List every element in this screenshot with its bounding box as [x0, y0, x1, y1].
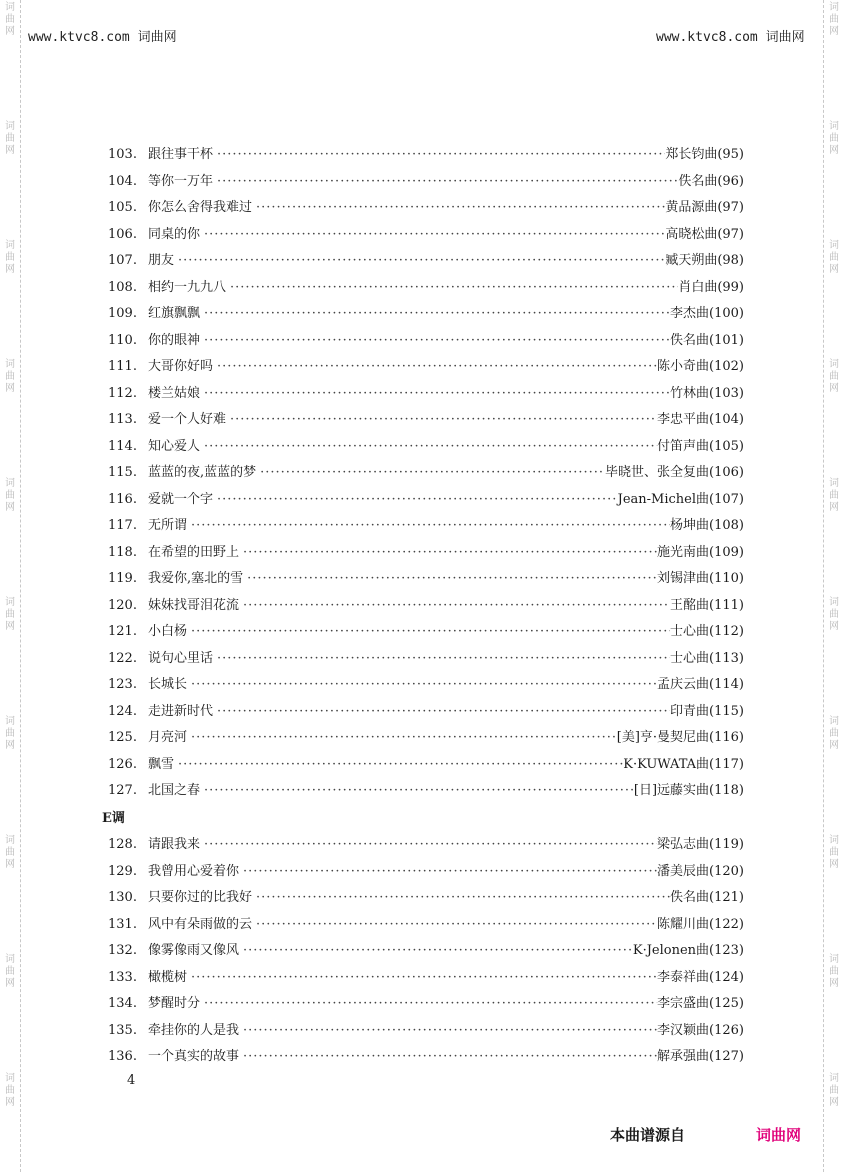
- watermark-block: [3, 359, 17, 395]
- dot-leader: [239, 943, 633, 958]
- toc-entry-composer: 刘锡津曲(110): [657, 571, 744, 586]
- watermark-char: 网: [829, 26, 839, 37]
- toc-entry-composer: K·KUWATA曲(117): [623, 756, 744, 772]
- toc-entry-title: 朋友: [148, 253, 175, 268]
- watermark-block: [827, 478, 841, 514]
- toc-entry-number: 125.: [108, 730, 137, 745]
- dot-leader: [187, 970, 657, 985]
- toc-entry: [108, 355, 744, 375]
- dot-leader: [200, 783, 634, 798]
- toc-entry-composer: 解承强曲(127): [657, 1049, 744, 1064]
- toc-entry-title: 长城长: [148, 677, 188, 692]
- toc-entry-composer: [日]远藤实曲(118): [633, 783, 744, 798]
- toc-entry-composer: 士心曲(113): [670, 650, 744, 666]
- watermark-char: 词: [5, 954, 15, 965]
- watermark-block: [3, 240, 17, 276]
- toc-entry: [108, 541, 744, 561]
- toc-entry-title: 请跟我来: [148, 837, 201, 852]
- toc-entry: [108, 939, 744, 959]
- watermark-char: 词: [829, 121, 839, 132]
- dot-leader: [200, 333, 670, 348]
- watermark-char: 曲: [829, 847, 839, 858]
- toc-entry-composer: 李泰祥曲(124): [657, 969, 744, 985]
- dot-leader: [239, 864, 657, 879]
- watermark-char: 词: [5, 2, 15, 13]
- toc-entry-number: 121.: [108, 624, 137, 639]
- toc-entry-title: 我曾用心爱着你: [148, 863, 240, 879]
- watermark-char: 曲: [829, 609, 839, 620]
- toc-entry-title: 像雾像雨又像风: [148, 943, 240, 958]
- watermark-char: 词: [5, 478, 15, 489]
- dot-leader: [252, 917, 657, 932]
- toc-entry-title: 楼兰姑娘: [148, 385, 201, 401]
- dot-leader: [243, 571, 657, 586]
- toc-entry-composer: [美]亨·曼契尼曲(116): [616, 730, 744, 745]
- watermark-block: [3, 597, 17, 633]
- toc-entry-title: 走进新时代: [148, 703, 214, 719]
- dot-leader: [213, 651, 670, 666]
- toc-entry: [108, 673, 744, 693]
- toc-entry-title: 北国之春: [148, 783, 201, 798]
- watermark-block: [827, 240, 841, 276]
- toc-entry-title: 知心爱人: [148, 438, 201, 454]
- toc-entry-title: 跟往事干杯: [148, 147, 214, 162]
- toc-entry-number: 122.: [108, 650, 137, 666]
- watermark-char: 曲: [5, 490, 15, 501]
- toc-entry-number: 124.: [108, 703, 137, 719]
- toc-entry: [108, 860, 744, 880]
- dot-leader: [200, 996, 657, 1011]
- toc-entry: [108, 382, 744, 402]
- toc-entry-title: 大哥你好吗: [148, 359, 214, 374]
- dot-leader: [200, 386, 670, 401]
- toc-entry-composer: 付笛声曲(105): [657, 438, 744, 454]
- dot-leader: [187, 624, 670, 639]
- toc-entry-composer: 士心曲(112): [670, 624, 744, 639]
- toc-entry-number: 131.: [108, 916, 137, 932]
- watermark-char: 词: [5, 597, 15, 608]
- toc-entry-composer: 潘美辰曲(120): [657, 863, 744, 879]
- toc-entry-title: 月亮河: [148, 730, 188, 745]
- watermark-char: 曲: [829, 371, 839, 382]
- toc-entry-composer: 梁弘志曲(119): [657, 837, 744, 852]
- toc-entry: [108, 1019, 744, 1039]
- toc-entry-composer: 孟庆云曲(114): [657, 677, 744, 692]
- watermark-char: 曲: [5, 14, 15, 25]
- dot-leader: [213, 359, 657, 374]
- watermark-char: 曲: [5, 728, 15, 739]
- toc-entry-number: 135.: [108, 1022, 137, 1038]
- toc-entry-number: 110.: [108, 332, 137, 348]
- dot-leader: [252, 890, 670, 905]
- toc-entry-composer: 王酩曲(111): [670, 597, 744, 613]
- watermark-char: 曲: [829, 490, 839, 501]
- toc-entry-composer: 印青曲(115): [670, 703, 744, 719]
- watermark-char: 网: [5, 502, 15, 513]
- toc-entry-composer: 佚名曲(96): [678, 173, 744, 189]
- toc-entry: [108, 567, 744, 587]
- toc-entry-number: 126.: [108, 756, 137, 772]
- dot-leader: [187, 677, 657, 692]
- toc-entry-title: 你怎么舍得我难过: [148, 200, 253, 215]
- toc-entry: [108, 833, 744, 853]
- toc-entry-title: 爱就一个字: [148, 491, 214, 507]
- toc-entry: [108, 276, 744, 296]
- toc-entry: [108, 170, 744, 190]
- watermark-char: 网: [5, 145, 15, 156]
- watermark-char: 网: [829, 621, 839, 632]
- toc-entry: [108, 329, 744, 349]
- watermark-block: [827, 597, 841, 633]
- watermark-char: 网: [5, 264, 15, 275]
- toc-entry-number: 130.: [108, 890, 137, 905]
- right-watermark-strip: [824, 0, 844, 1172]
- source-note: 本曲谱源自: [610, 1126, 686, 1144]
- watermark-char: 词: [829, 835, 839, 846]
- toc-entry-number: 104.: [108, 173, 137, 189]
- toc-entry-title: 同桌的你: [148, 226, 201, 242]
- toc-entry-number: 129.: [108, 863, 137, 879]
- toc-entry-title: 梦醒时分: [148, 996, 201, 1011]
- dot-leader: [174, 253, 665, 268]
- watermark-block: [827, 954, 841, 990]
- dot-leader: [256, 465, 605, 480]
- toc-entry-title: 在希望的田野上: [148, 544, 240, 560]
- toc-entry: [108, 992, 744, 1012]
- toc-entry-number: 127.: [108, 783, 137, 798]
- toc-entry: [108, 1045, 744, 1065]
- toc-entry: [108, 435, 744, 455]
- dot-leader: [239, 545, 657, 560]
- dot-leader: [239, 598, 670, 613]
- watermark-block: [827, 1073, 841, 1109]
- watermark-block: [3, 478, 17, 514]
- toc-entry: [108, 143, 744, 163]
- watermark-char: 词: [829, 2, 839, 13]
- toc-entry: [108, 408, 744, 428]
- toc-entry-composer: 黄品源曲(97): [665, 200, 744, 215]
- watermark-char: 词: [829, 716, 839, 727]
- toc-entry-title: 橄榄树: [148, 969, 188, 985]
- toc-entry-title: 说句心里话: [148, 650, 214, 666]
- toc-entry-title: 蓝蓝的夜,蓝蓝的梦: [148, 465, 257, 480]
- toc-entry-composer: 佚名曲(101): [670, 332, 744, 348]
- toc-entry-title: 等你一万年: [148, 173, 214, 189]
- watermark-char: 词: [829, 240, 839, 251]
- toc-entry-composer: 陈小奇曲(102): [657, 359, 744, 374]
- watermark-char: 词: [5, 240, 15, 251]
- toc-entry: [108, 913, 744, 933]
- toc-entry-title: 牵挂你的人是我: [148, 1022, 240, 1038]
- dot-leader: [213, 492, 618, 507]
- watermark-block: [827, 121, 841, 157]
- toc-entry-number: 107.: [108, 253, 137, 268]
- watermark-block: [827, 359, 841, 395]
- dot-leader: [226, 280, 678, 295]
- toc-entry-title: 相约一九九八: [148, 279, 227, 295]
- toc-entry: [108, 461, 744, 481]
- toc-entry: [108, 249, 744, 269]
- toc-entry-title: 风中有朵雨做的云: [148, 916, 253, 932]
- toc-entry: [108, 966, 744, 986]
- toc-entry-number: 108.: [108, 279, 137, 295]
- toc-entry-number: 103.: [108, 147, 137, 162]
- toc-entry-composer: 郑长钧曲(95): [665, 147, 744, 162]
- toc-entry-number: 132.: [108, 943, 137, 958]
- dot-leader: [187, 730, 617, 745]
- toc-entry-number: 114.: [108, 438, 137, 454]
- watermark-char: 网: [5, 383, 15, 394]
- toc-entry-number: 134.: [108, 996, 137, 1011]
- watermark-char: 曲: [5, 252, 15, 263]
- watermark-char: 词: [829, 478, 839, 489]
- watermark-char: 网: [5, 26, 15, 37]
- toc-entry-title: 你的眼神: [148, 332, 201, 348]
- toc-entry-number: 133.: [108, 969, 137, 985]
- watermark-block: [827, 716, 841, 752]
- watermark-char: 网: [829, 264, 839, 275]
- toc-entry: [108, 620, 744, 640]
- toc-entry: [108, 594, 744, 614]
- site-header-right: www.ktvc8.com 词曲网: [656, 30, 805, 45]
- toc-entry-composer: 佚名曲(121): [670, 890, 744, 905]
- toc-entry-number: 128.: [108, 837, 137, 852]
- toc-entry: [108, 753, 744, 773]
- toc-entry-composer: K·Jelonen曲(123): [632, 943, 744, 958]
- watermark-char: 词: [5, 1073, 15, 1084]
- watermark-block: [3, 1073, 17, 1109]
- toc-entry-composer: 高晓松曲(97): [665, 226, 744, 242]
- site-header-left: www.ktvc8.com 词曲网: [28, 30, 177, 45]
- watermark-block: [827, 2, 841, 38]
- watermark-char: 网: [829, 145, 839, 156]
- toc-entry-title: 我爱你,塞北的雪: [148, 571, 244, 586]
- watermark-char: 网: [5, 621, 15, 632]
- toc-entry-title: 红旗飘飘: [148, 306, 201, 321]
- toc-entry-number: 111.: [108, 359, 137, 374]
- toc-entry-composer: 施光南曲(109): [657, 544, 744, 560]
- left-watermark-strip: [0, 0, 20, 1172]
- toc-entry-title: 飘雪: [148, 756, 175, 772]
- toc-entry-title: 妹妹找哥泪花流: [148, 597, 240, 613]
- toc-entry-composer: 李忠平曲(104): [657, 412, 744, 427]
- toc-entry-number: 136.: [108, 1049, 137, 1064]
- dot-leader: [213, 174, 678, 189]
- toc-entry: [108, 488, 744, 508]
- watermark-char: 曲: [5, 371, 15, 382]
- watermark-block: [3, 835, 17, 871]
- toc-entry-title: 小白杨: [148, 624, 188, 639]
- watermark-char: 曲: [5, 1085, 15, 1096]
- toc-entry-number: 113.: [108, 412, 137, 427]
- watermark-char: 网: [829, 978, 839, 989]
- watermark-char: 网: [829, 740, 839, 751]
- toc-entry: [108, 514, 744, 534]
- dot-leader: [226, 412, 657, 427]
- source-brand: 词曲网: [756, 1126, 802, 1144]
- toc-entry-title: 一个真实的故事: [148, 1049, 240, 1064]
- watermark-char: 曲: [5, 133, 15, 144]
- watermark-char: 曲: [829, 252, 839, 263]
- watermark-char: 网: [829, 502, 839, 513]
- toc-entry: [108, 196, 744, 216]
- toc-entry: [108, 223, 744, 243]
- watermark-char: 词: [5, 835, 15, 846]
- watermark-char: 曲: [829, 133, 839, 144]
- watermark-block: [827, 835, 841, 871]
- dot-leader: [200, 227, 665, 242]
- watermark-char: 词: [5, 359, 15, 370]
- watermark-char: 词: [5, 716, 15, 727]
- watermark-char: 曲: [829, 728, 839, 739]
- watermark-char: 曲: [829, 1085, 839, 1096]
- watermark-char: 网: [5, 1097, 15, 1108]
- toc-entry-number: 105.: [108, 200, 137, 215]
- toc-entry-composer: 李汉颖曲(126): [657, 1022, 744, 1038]
- toc-entry-composer: 臧天朔曲(98): [665, 253, 744, 268]
- dot-leader: [252, 200, 665, 215]
- dot-leader: [200, 306, 670, 321]
- watermark-char: 曲: [5, 966, 15, 977]
- dot-leader: [174, 757, 623, 772]
- watermark-char: 曲: [5, 847, 15, 858]
- watermark-char: 曲: [829, 14, 839, 25]
- watermark-block: [3, 954, 17, 990]
- watermark-char: 网: [5, 740, 15, 751]
- toc-entry: [108, 700, 744, 720]
- watermark-char: 词: [829, 1073, 839, 1084]
- toc-entry-composer: 竹林曲(103): [670, 385, 744, 401]
- toc-entry-composer: 肖白曲(99): [678, 279, 744, 295]
- toc-entry-number: 106.: [108, 226, 137, 242]
- toc-entry-composer: 毕晓世、张全复曲(106): [605, 465, 744, 480]
- toc-entry-composer: 陈耀川曲(122): [657, 916, 744, 932]
- watermark-block: [3, 716, 17, 752]
- toc-entry-composer: 杨坤曲(108): [670, 518, 744, 533]
- toc-entry-composer: 李宗盛曲(125): [657, 996, 744, 1011]
- dot-leader: [200, 439, 657, 454]
- watermark-char: 网: [5, 859, 15, 870]
- dot-leader: [187, 518, 670, 533]
- toc-entry-number: 115.: [108, 465, 137, 480]
- toc-entry-number: 118.: [108, 544, 137, 560]
- watermark-block: [3, 2, 17, 38]
- toc-entry: [108, 302, 744, 322]
- toc-entry-title: 爱一个人好难: [148, 412, 227, 427]
- dot-leader: [213, 704, 670, 719]
- toc-entry-number: 120.: [108, 597, 137, 613]
- section-label-e-key: E调: [102, 811, 125, 826]
- toc-entry-number: 117.: [108, 518, 137, 533]
- dot-leader: [213, 147, 665, 162]
- toc-entry-number: 112.: [108, 385, 137, 401]
- toc-entry-composer: Jean-Michel曲(107): [617, 491, 744, 507]
- left-dashed-border: [20, 0, 21, 1172]
- toc-entry-title: 无所谓: [148, 518, 188, 533]
- watermark-block: [3, 121, 17, 157]
- toc-entry: [108, 886, 744, 906]
- toc-entry: [108, 779, 744, 799]
- watermark-char: 曲: [829, 966, 839, 977]
- watermark-char: 网: [829, 1097, 839, 1108]
- watermark-char: 网: [829, 859, 839, 870]
- watermark-char: 网: [5, 978, 15, 989]
- dot-leader: [239, 1023, 657, 1038]
- toc-entry: [108, 726, 744, 746]
- watermark-char: 曲: [5, 609, 15, 620]
- watermark-char: 词: [829, 954, 839, 965]
- toc-entry-number: 116.: [108, 491, 137, 507]
- watermark-char: 词: [5, 121, 15, 132]
- toc-entry-number: 119.: [108, 571, 137, 586]
- dot-leader: [200, 837, 657, 852]
- toc-entry-title: 只要你过的比我好: [148, 890, 253, 905]
- toc-entry-number: 123.: [108, 677, 137, 692]
- toc-entry-number: 109.: [108, 306, 137, 321]
- watermark-char: 词: [829, 359, 839, 370]
- dot-leader: [239, 1049, 657, 1064]
- page-number: 4: [127, 1073, 136, 1088]
- watermark-char: 网: [829, 383, 839, 394]
- watermark-char: 词: [829, 597, 839, 608]
- toc-entry: [108, 647, 744, 667]
- toc-entry-composer: 李杰曲(100): [670, 306, 744, 321]
